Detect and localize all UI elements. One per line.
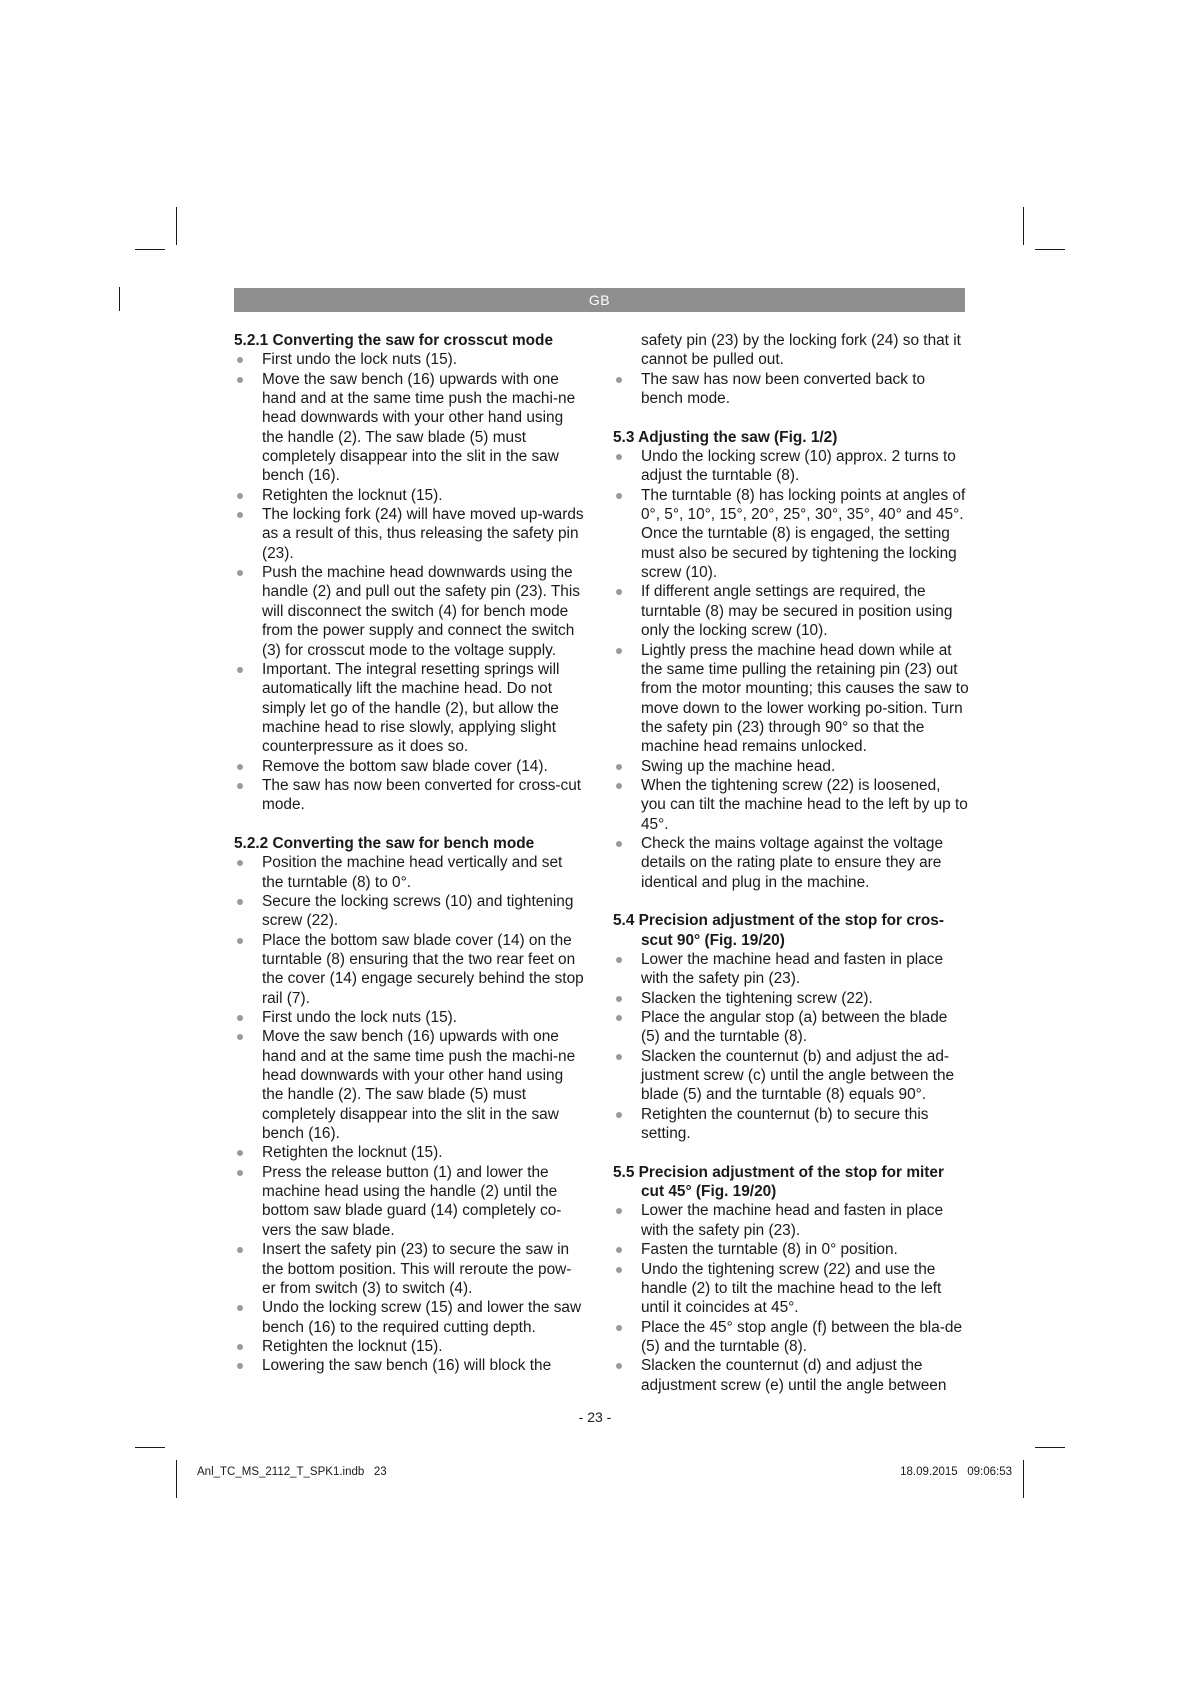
list-item: First undo the lock nuts (15).	[234, 1008, 584, 1027]
list-item: Undo the locking screw (15) and lower the saw bench (16) to the required cutting depth.	[234, 1298, 584, 1337]
list-item: Slacken the counternut (b) and adjust the ad-justment screw (c) until the angle between the blade (5) and the turntable (8) equals 90°.	[613, 1047, 969, 1105]
list-item: Undo the tightening screw (22) and use the handle (2) to tilt the machine head to the left until it coincides at 45°.	[613, 1260, 969, 1318]
section-heading: 5.3 Adjusting the saw (Fig. 1/2)	[613, 428, 838, 446]
list-item: Remove the bottom saw blade cover (14).	[234, 757, 584, 776]
list-item: The saw has now been converted for cross-cut mode.	[234, 776, 584, 815]
language-header-bar	[234, 288, 965, 312]
list-item: Lowering the saw bench (16) will block the	[234, 1356, 584, 1375]
right-column	[613, 331, 969, 1395]
section-heading: 5.4 Precision adjustment of the stop for cros-scut 90° (Fig. 19/20)	[613, 912, 944, 949]
list-item: Slacken the counternut (d) and adjust the adjustment screw (e) until the angle between	[613, 1356, 969, 1395]
footer-timestamp: 18.09.2015 09:06:53	[900, 1466, 1012, 1478]
list-item: First undo the lock nuts (15).	[234, 350, 584, 369]
list-item: Swing up the machine head.	[613, 757, 969, 776]
list-item: Position the machine head vertically and set the turntable (8) to 0°.	[234, 853, 584, 892]
list-item: Place the bottom saw blade cover (14) on the turntable (8) ensuring that the two rear feet on the cover (14) engage securely behind the stop rail (7).	[234, 931, 584, 1008]
list-item: The turntable (8) has locking points at angles of 0°, 5°, 10°, 15°, 20°, 25°, 30°, 35°, 40° and 45°. Once the turntable (8) is engaged, the setting must also be secured by tightening the locking screw (10).	[613, 486, 969, 583]
list-item: The locking fork (24) will have moved up-wards as a result of this, thus releasing the safety pin (23).	[234, 505, 584, 563]
section-heading: 5.5 Precision adjustment of the stop for miter cut 45° (Fig. 19/20)	[613, 1163, 944, 1201]
footer-file-name: Anl_TC_MS_2112_T_SPK1.indb 23	[197, 1466, 387, 1478]
list-item: Retighten the locknut (15).	[234, 486, 584, 505]
list-item: Place the angular stop (a) between the blade (5) and the turntable (8).	[613, 1008, 969, 1047]
list-item: Check the mains voltage against the voltage details on the rating plate to ensure they are identical and plug in the machine.	[613, 834, 969, 892]
crop-mark	[119, 287, 120, 311]
list-item: Undo the locking screw (10) approx. 2 turns to adjust the turntable (8).	[613, 447, 969, 486]
bullet-list	[613, 950, 969, 1143]
crop-mark	[1035, 249, 1065, 250]
list-item: Retighten the locknut (15).	[234, 1337, 584, 1356]
bullet-list	[613, 447, 969, 892]
section-heading: 5.2.1 Converting the saw for crosscut mode	[234, 332, 554, 349]
crop-mark	[135, 249, 165, 250]
list-item: Retighten the counternut (b) to secure this setting.	[613, 1105, 969, 1144]
bullet-list	[613, 370, 969, 409]
crop-mark	[1023, 207, 1024, 245]
bullet-list	[234, 853, 584, 1375]
bullet-list	[613, 1201, 969, 1394]
crop-mark	[176, 1460, 177, 1498]
list-item: When the tightening screw (22) is loosened, you can tilt the machine head to the left by up to 45°.	[613, 776, 969, 834]
language-code: GB	[588, 292, 611, 308]
list-item: Fasten the turntable (8) in 0° position.	[613, 1240, 969, 1259]
list-item: Place the 45° stop angle (f) between the bla-de (5) and the turntable (8).	[613, 1318, 969, 1357]
list-item: Lower the machine head and fasten in place with the safety pin (23).	[613, 1201, 969, 1240]
crop-mark	[176, 207, 177, 245]
crop-mark	[1035, 1447, 1065, 1448]
list-item: Secure the locking screws (10) and tightening screw (22).	[234, 892, 584, 931]
bullet-list	[234, 350, 584, 814]
continued-text: safety pin (23) by the locking fork (24) so that it cannot be pulled out.	[641, 332, 961, 369]
page-number: - 23 -	[578, 1409, 612, 1425]
list-item: Press the release button (1) and lower the machine head using the handle (2) until the bottom saw blade guard (14) completely co-vers the saw blade.	[234, 1163, 584, 1240]
list-item: Move the saw bench (16) upwards with one hand and at the same time push the machi-ne head downwards with your other hand using the handle (2). The saw blade (5) must completely disappear into the slit in the saw bench (16).	[234, 370, 584, 486]
list-item: If different angle settings are required, the turntable (8) may be secured in position using only the locking screw (10).	[613, 582, 969, 640]
crop-mark	[1023, 1460, 1024, 1498]
crop-mark	[135, 1447, 165, 1448]
list-item: Insert the safety pin (23) to secure the saw in the bottom position. This will reroute the pow-er from switch (3) to switch (4).	[234, 1240, 584, 1298]
list-item: Move the saw bench (16) upwards with one hand and at the same time push the machi-ne head downwards with your other hand using the handle (2). The saw blade (5) must completely disappear into the slit in the saw bench (16).	[234, 1027, 584, 1143]
list-item: The saw has now been converted back to bench mode.	[613, 370, 969, 409]
list-item: Push the machine head downwards using the handle (2) and pull out the safety pin (23). This will disconnect the switch (4) for bench mode from the power supply and connect the switch (3) for crosscut mode to the voltage supply.	[234, 563, 584, 660]
section-heading: 5.2.2 Converting the saw for bench mode	[234, 834, 535, 852]
list-item: Retighten the locknut (15).	[234, 1143, 584, 1162]
list-item: Slacken the tightening screw (22).	[613, 989, 969, 1008]
left-column	[234, 331, 584, 1376]
list-item: Important. The integral resetting springs will automatically lift the machine head. Do not simply let go of the handle (2), but allow the machine head to rise slowly, applying slight counterpressure as it does so.	[234, 660, 584, 757]
list-item: Lightly press the machine head down while at the same time pulling the retaining pin (23) out from the motor mounting; this causes the saw to move down to the lower working po-sition. Turn the safety pin (23) through 90° so that the machine head remains unlocked.	[613, 641, 969, 757]
list-item: Lower the machine head and fasten in place with the safety pin (23).	[613, 950, 969, 989]
